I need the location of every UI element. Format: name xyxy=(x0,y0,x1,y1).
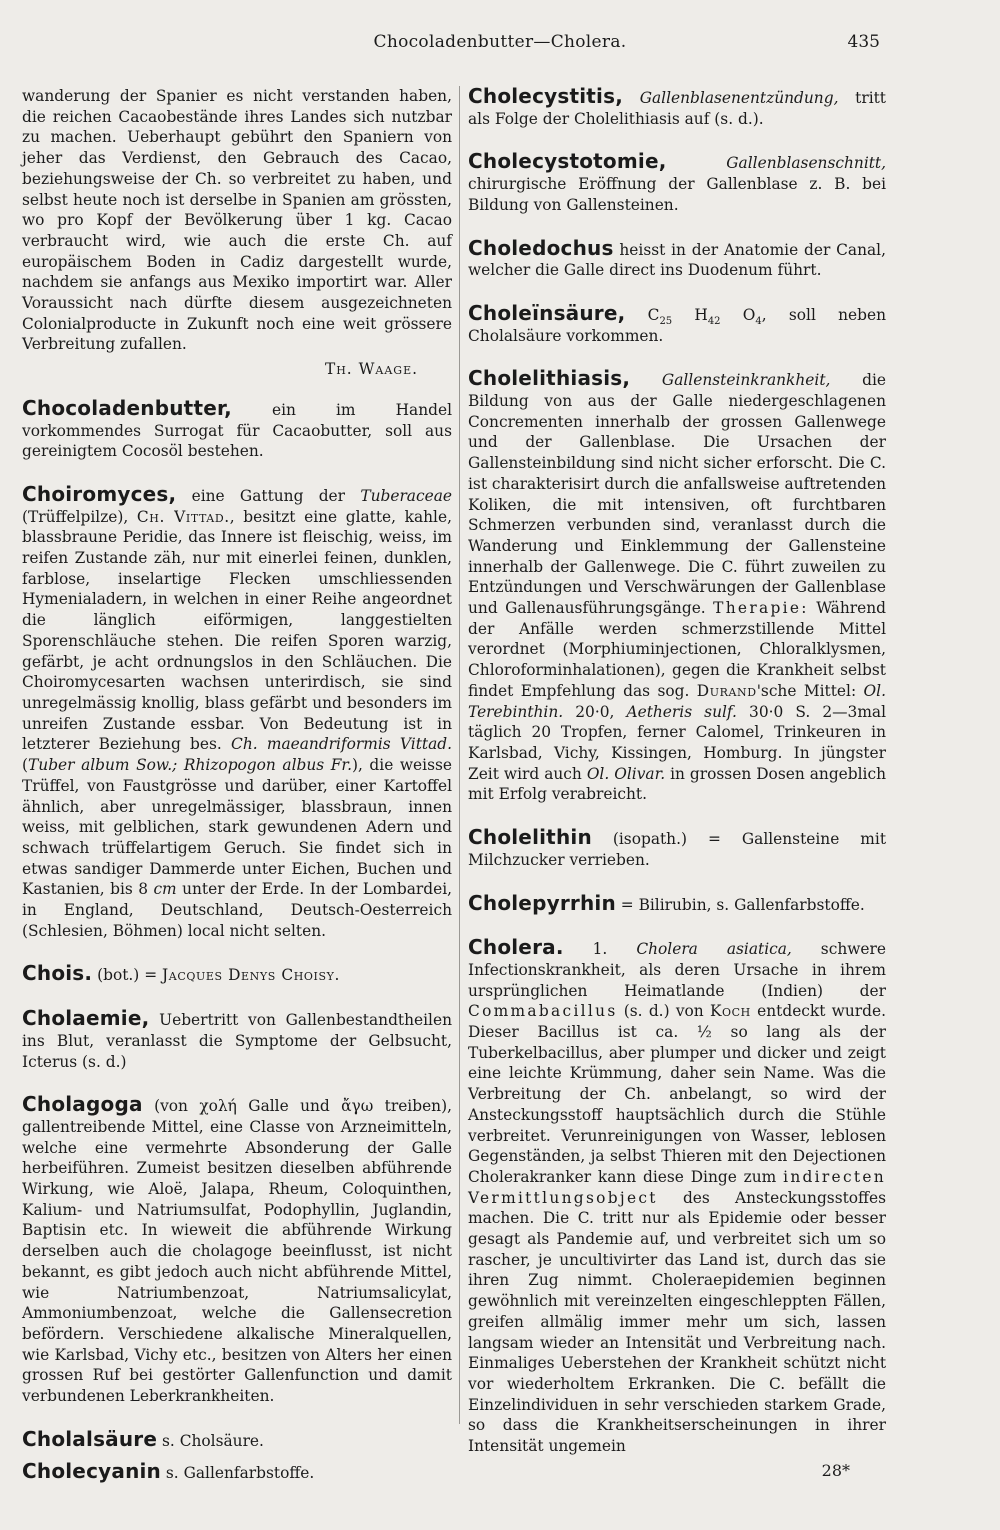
formula-part: H xyxy=(672,305,708,324)
author-name: Durand xyxy=(696,681,757,700)
definition-part: 30·0 S. 2—3mal täglich 20 Tropfen, ferner Calomel, Trinkeuren in Karlsbad, Vichy, Kissingen, Homburg. In jüngster Zeit wird auch xyxy=(468,702,887,783)
formula-part: C xyxy=(625,305,660,324)
definition: heisst in der Anatomie der Canal, welcher die Galle direct ins Duodenum führt. xyxy=(468,240,886,280)
definition: (von χολή Galle und ἄγω treiben), gallentreibende Mittel, eine Classe von Arzneimitteln, welche eine vermehrte Absonderung der Galle herbeiführen. Zumeist besitzen dieselben abführende Wirkung, wie Aloë, Jalapa, Rheum, Coloquinthen, Kalium- und Natriumsulfat, Podophyllin, Juglandin, Baptisin etc. In wieweit die abführende Wirkung derselben auch die cholagoge beeinflusst, ist nicht bekannt, es gibt jedoch auch nicht abführende Mittel, wie Natriumbenzoat, Natriumsalicylat, Ammoniumbenzoat, welche die Gallensecretion befördern. Verschiedene alkalische Mineralquellen, wie Karlsbad, Vichy etc., besitzen von Alters her einen grossen Ruf bei gestörter Gallenfunction und damit verbundenen Leberkrankheiten. xyxy=(22,1097,452,1406)
author-name: Koch xyxy=(709,1002,751,1021)
definition-part: des Ansteckungsstoffes machen. Die C. tritt nur als Epidemie oder besser gesagt als Pandemie auf, und verbreitet sich um so rascher, je uncultivirter das Land ist, durch das sie ihren Zug nimmt. Choleraepidemien beginnen gewöhnlich mit vereinzelten eingeschleppten Fällen, greifen allmälig immer mehr um sich, lassen langsam wieder an Intensität und Verbreitung nach. Einmaliges Ueberstehen der Krankheit schützt nicht vor wiederholtem Erkranken. Die C. befällt die Einzelindividuen in sehr verschieden starkem Grade, so dass die Krankheitserscheinungen in ihrer Intensität ungemein xyxy=(468,1188,886,1456)
column-divider xyxy=(459,86,460,1424)
running-head: Chocoladenbutter—Cholera. xyxy=(373,32,627,52)
headword: Cholaemie, xyxy=(22,1006,150,1031)
definition: Uebertritt von Gallenbestandtheilen ins Blut, veranlasst die Symptome der Gelbsucht, Icterus (s. d.) xyxy=(22,1011,452,1071)
entry-cholera xyxy=(468,937,886,1457)
definition-part: 1. xyxy=(563,940,637,959)
formula-subscript: 25 xyxy=(659,316,673,327)
definition: chirurgische Eröffnung der Gallenblase z. B. bei Bildung von Gallensteinen. xyxy=(468,175,886,214)
entry-cholecystitis xyxy=(468,86,886,129)
italic-term: Gallenblasenentzündung, xyxy=(623,89,839,107)
italic-term: Ol. Olivar. xyxy=(586,764,666,783)
entry-choiromyces xyxy=(22,481,453,941)
headword: Cholecystitis, xyxy=(468,84,624,108)
definition-part: ( xyxy=(22,756,29,775)
italic-term: Cholera asiatica, xyxy=(636,940,792,959)
spaced-term: Therapie: xyxy=(713,599,809,618)
definition-part: eine Gattung der xyxy=(176,486,361,505)
definition: s. Cholsäure. xyxy=(157,1431,264,1450)
definition: (isopath.) = Gallensteine mit Milchzucker verrieben. xyxy=(468,830,886,869)
headword: Cholecyanin xyxy=(22,1459,161,1484)
italic-term: Tuberaceae xyxy=(360,486,452,505)
spaced-term: Commabacillus xyxy=(468,1002,618,1021)
italic-term: Tuber album Sow.; Rhizopogon albus Fr. xyxy=(28,756,352,775)
entry-cholagoga xyxy=(22,1094,452,1407)
definition-part: (Trüffelpilze), xyxy=(22,507,137,526)
entry-cholecyanin xyxy=(22,1461,452,1484)
italic-term: Gallensteinkrankheit, xyxy=(630,371,831,390)
continuation-text: wanderung der Spanier es nicht verstanden haben, die reichen Cacaobestände ihres Landes sich nutzbar zu machen. Ueberhaupt gebührt den Spaniern von jeher das Verdienst, den Gebrauch des Cacao, beziehungsweise der Ch. so verbreitet zu haben, und selbst heute noch ist derselbe in Spanien am grössten, wo pro Kopf der Bevölkerung über 1 kg. Cacao verbraucht wird, wie auch die erste Ch. auf europäischem Boden in Cadiz dargestellt wurde, nachdem sie anfangs aus Mexiko importirt war. Aller Voraussicht nach dürfte diesem ausgezeichneten Colonialproducte in Zukunft noch eine weit grössere Verbreitung zufallen. xyxy=(22,87,452,354)
printer-signature: 28* xyxy=(821,1460,850,1480)
entry-choledochus xyxy=(468,235,886,281)
formula-part: O xyxy=(720,305,756,324)
definition-part: Während der Anfälle werden schmerzstillende Mittel verordnet (Morphiuminjectionen, Chloralklysmen, Chloroforminhalationen), gegen die Krankheit selbst findet Empfehlung das sog. xyxy=(468,599,886,700)
headword: Chois. xyxy=(22,961,93,986)
entry-cholepyrrhin xyxy=(468,890,886,916)
author-name: Jacques Denys Choisy. xyxy=(162,966,340,985)
italic-term: Gallenblasenschnitt, xyxy=(666,154,886,173)
definition-part: schwere Infectionskrankheit, als deren Ursache in ihrem ursprünglichen Heimatlande (Indien) der xyxy=(468,940,886,1000)
definition: , soll neben Cholalsäure vorkommen. xyxy=(468,305,886,345)
definition-part: entdeckt wurde. Dieser Bacillus ist ca. ½ so lang als der Tuberkelbacillus, aber plumper und dicker und zeigt eine leichte Krümmung, daher sein Name. Was die Verbreitung der Ch. anbelangt, so wird der Ansteckungsstoff hauptsächlich durch die Stühle verbreitet. Verunreinigungen von Wasser, leblosen Gegenständen, ja selbst Thieren mit den Dejectionen Cholerakranker kann diese Dinge zum xyxy=(468,1002,886,1186)
page-number: 435 xyxy=(847,32,880,52)
entry-cholelithiasis xyxy=(468,368,886,805)
author-name: Ch. Vittad. xyxy=(136,507,230,526)
italic-term: cm xyxy=(153,880,177,899)
entry-choleinsaeure xyxy=(468,300,886,346)
entry-cholalsaeure xyxy=(22,1426,452,1452)
right-column xyxy=(468,86,886,1481)
definition-part: die Bildung von aus der Galle niedergeschlagenen Concrementen innerhalb der grossen Gallenwege und der Gallenblase. Die Ursachen der Gallensteinbildung sind nicht sicher erforscht. Die C. ist charakterisirt durch die anfallsweise auftretenden Koliken, die mit intensiven, oft furchtbaren Schmerzen verbunden sind, veranlasst durch die Wanderung und Einklemmung der Gallensteine innerhalb der Gallenwege. Die C. führt zuweilen zu Entzündungen und Verschwärungen der Gallenblase und Gallenausführungsgänge. xyxy=(468,371,887,618)
entry-cholelithin xyxy=(468,827,886,870)
headword: Cholepyrrhin xyxy=(468,890,616,915)
definition: = Bilirubin, s. Gallenfarbstoffe. xyxy=(615,895,865,914)
headword: Choiromyces, xyxy=(22,481,177,506)
headword: Chocoladenbutter, xyxy=(22,395,232,420)
headword: Choleïnsäure, xyxy=(468,300,626,325)
definition-part: 20·0, xyxy=(563,702,627,721)
headword: Cholera. xyxy=(468,935,564,960)
definition: s. Gallenfarbstoffe. xyxy=(161,1464,315,1483)
formula-subscript: 4 xyxy=(755,316,762,327)
headword: Cholelithin xyxy=(468,825,592,850)
definition-part: (s. d.) von xyxy=(617,1002,710,1021)
headword: Cholalsäure xyxy=(22,1426,158,1451)
author-signature: Th. Waage. xyxy=(324,360,418,379)
entry-chois xyxy=(22,963,452,986)
left-column xyxy=(22,86,452,1506)
headword: Choledochus xyxy=(468,235,614,260)
headword: Cholelithiasis, xyxy=(468,366,631,391)
headword: Cholecystotomie, xyxy=(468,149,667,174)
definition-part: (bot.) = xyxy=(92,966,162,985)
entry-cholaemie xyxy=(22,1008,452,1072)
italic-term: Aetheris sulf. xyxy=(626,702,737,721)
formula-subscript: 42 xyxy=(707,316,721,327)
definition-part: unter der Erde. In der Lombardei, in England, Deutschland, Deutsch-Oesterreich (Schlesien, Böhmen) local nicht selten. xyxy=(22,880,453,940)
definition-part: 'sche Mittel: xyxy=(756,681,864,700)
entry-chocoladenbutter xyxy=(22,395,452,462)
entry-cholecystotomie xyxy=(468,151,886,215)
definition: ein im Handel vorkommendes Surrogat für Cacaobutter, soll aus gereinigtem Cocosöl bestehen. xyxy=(22,400,452,461)
italic-term: Ch. maeandriformis Vittad. xyxy=(231,735,452,754)
spaced-term: indirecten Vermittlungsobject xyxy=(468,1167,886,1207)
definition-part: in grossen Dosen angeblich mit Erfolg verabreicht. xyxy=(468,764,887,804)
headword: Cholagoga xyxy=(22,1092,143,1117)
definition-part: , besitzt eine glatte, kahle, blassbraune Peridie, das Innere ist fleischig, weiss, im reifen Zustande zäh, nur mit einerlei feinen, dunklen, farblose, inselartige Flecken umschliessenden Hymenialadern, in welchen in einer Reihe angeordnet die länglich eiförmigen, langgestielten Sporenschläuche stehen. Die reifen Sporen warzig, gefärbt, je acht ordnungslos in den Schläuchen. Die Choiromycesarten wachsen unterirdisch, sie sind unregelmässig knollig, blass gefärbt und besonders im unreifen Zustande essbar. Von Bedeutung ist in letzterer Beziehung bes. xyxy=(22,507,452,754)
definition: tritt als Folge der Cholelithiasis auf (s. d.). xyxy=(468,89,886,128)
definition-part: ), die weisse Trüffel, von Faustgrösse und darüber, einer Kartoffel ähnlich, aber unregelmässiger, blassbraun, innen weiss, mit gelblichen, stark gewundenen Adern und schwach trüffelartigem Geruch. Sie findet sich in etwas sandiger Dammerde unter Eichen, Buchen und Kastanien, bis 8 xyxy=(22,756,452,899)
entry-continuation xyxy=(22,86,452,355)
page-header xyxy=(0,32,1000,60)
italic-term: Ol. Terebinthin. xyxy=(468,681,886,721)
